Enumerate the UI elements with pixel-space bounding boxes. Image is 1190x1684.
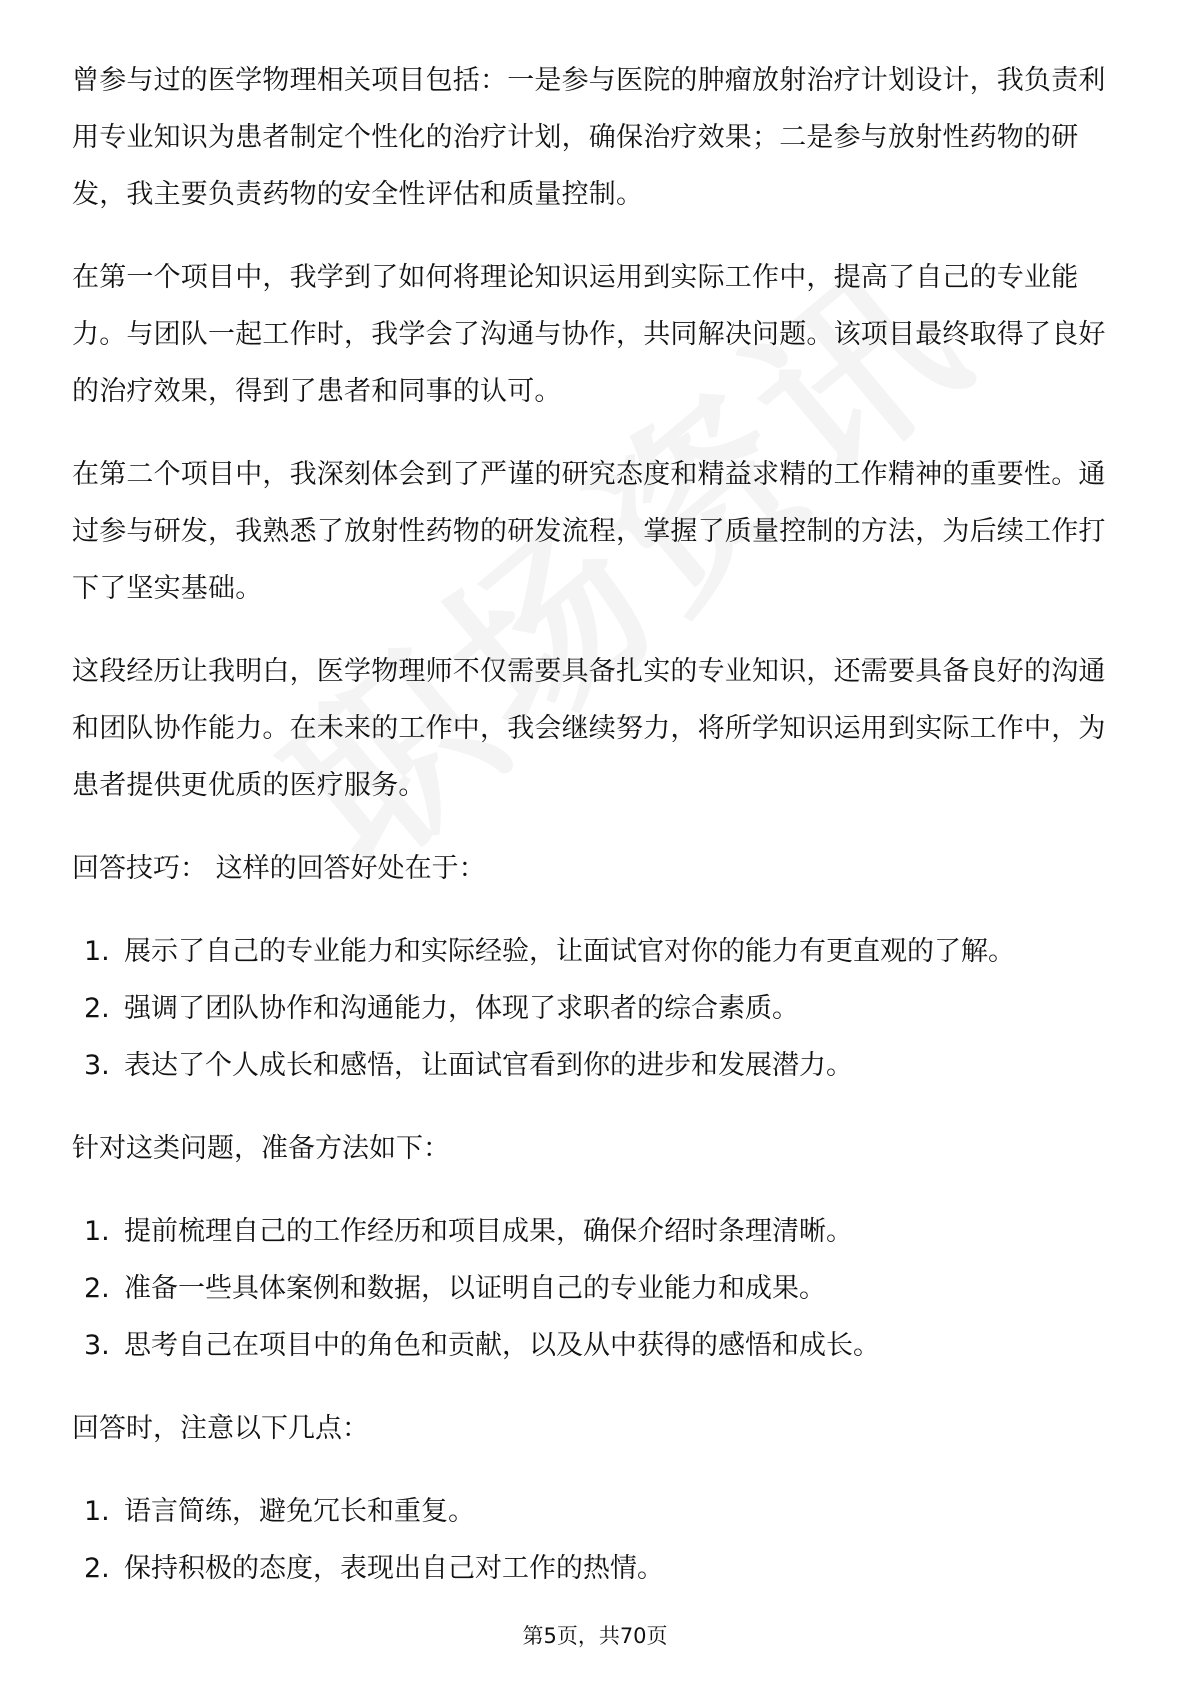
list-number: 1. [84, 1496, 110, 1527]
list-item-text: 展示了自己的专业能力和实际经验，让面试官对你的能力有更直观的了解。 [124, 936, 1015, 967]
list-item [72, 1540, 1122, 1597]
list-item [72, 1037, 1122, 1094]
list-item [72, 1260, 1122, 1317]
paragraph-summary: 这段经历让我明白，医学物理师不仅需要具备扎实的专业知识，还需要具备良好的沟通和团队协作能力。在未来的工作中，我会继续努力，将所学知识运用到实际工作中，为患者提供更优质的医疗服务。 [72, 656, 1106, 801]
prep-list [72, 1203, 1122, 1374]
list-item-text: 语言简练，避免冗长和重复。 [124, 1496, 475, 1527]
list-item-text: 准备一些具体案例和数据，以证明自己的专业能力和成果。 [124, 1273, 826, 1304]
list-number: 1. [84, 936, 110, 967]
list-item [72, 1483, 1122, 1540]
notes-list [72, 1483, 1122, 1597]
paragraph-second-project: 在第二个项目中，我深刻体会到了严谨的研究态度和精益求精的工作精神的重要性。通过参与研发，我熟悉了放射性药物的研发流程，掌握了质量控制的方法，为后续工作打下了坚实基础。 [72, 459, 1106, 604]
prep-heading: 针对这类问题，准备方法如下： [72, 1133, 450, 1164]
list-number: 2. [84, 993, 110, 1024]
list-number: 1. [84, 1216, 110, 1247]
list-item [72, 923, 1122, 980]
list-item-text: 提前梳理自己的工作经历和项目成果，确保介绍时条理清晰。 [124, 1216, 853, 1247]
list-number: 2. [84, 1553, 110, 1584]
list-item-text: 保持积极的态度，表现出自己对工作的热情。 [124, 1553, 664, 1584]
list-item-text: 思考自己在项目中的角色和贡献，以及从中获得的感悟和成长。 [124, 1330, 880, 1361]
list-item-text: 表达了个人成长和感悟，让面试官看到你的进步和发展潜力。 [124, 1050, 853, 1081]
page-number: 第5页，共70页 [522, 1624, 668, 1648]
document-body [72, 52, 1122, 1623]
list-item [72, 1203, 1122, 1260]
paragraph-projects: 曾参与过的医学物理相关项目包括：一是参与医院的肿瘤放射治疗计划设计，我负责利用专业知识为患者制定个性化的治疗计划，确保治疗效果；二是参与放射性药物的研发，我主要负责药物的安全性评估和质量控制。 [72, 65, 1106, 210]
list-item-text: 强调了团队协作和沟通能力，体现了求职者的综合素质。 [124, 993, 799, 1024]
tips-list [72, 923, 1122, 1094]
list-number: 2. [84, 1273, 110, 1304]
list-number: 3. [84, 1330, 110, 1361]
list-number: 3. [84, 1050, 110, 1081]
paragraph-first-project: 在第一个项目中，我学到了如何将理论知识运用到实际工作中，提高了自己的专业能力。与团队一起工作时，我学会了沟通与协作，共同解决问题。该项目最终取得了良好的治疗效果，得到了患者和同事的认可。 [72, 262, 1106, 407]
tips-heading: 回答技巧： 这样的回答好处在于： [72, 853, 486, 884]
notes-heading: 回答时，注意以下几点： [72, 1413, 369, 1444]
list-item [72, 980, 1122, 1037]
list-item [72, 1317, 1122, 1374]
